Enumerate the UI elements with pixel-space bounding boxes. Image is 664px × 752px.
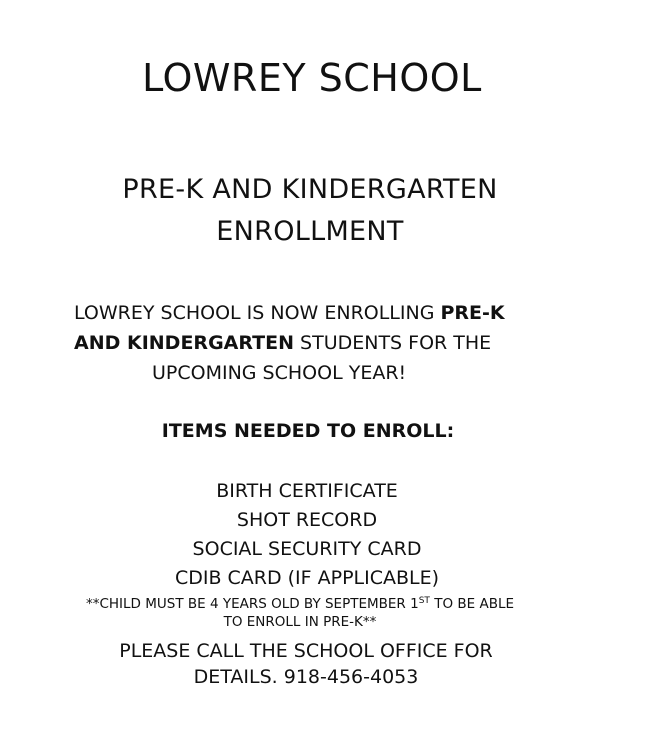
intro-line-1 [74,298,544,328]
list-item: CDIB CARD (IF APPLICABLE) [174,567,440,589]
list-item: BIRTH CERTIFICATE [216,480,398,502]
list-item: SOCIAL SECURITY CARD [192,538,422,560]
intro-line-2 [74,328,544,358]
age-note-text-after: TO BE ABLE [429,596,515,612]
age-note-line-1 [0,596,600,612]
subtitle-line-1: PRE-K AND KINDERGARTEN [122,174,498,205]
page-title: LOWREY SCHOOL [142,56,482,100]
intro-line-3: UPCOMING SCHOOL YEAR! [152,362,407,384]
age-note-line-2: TO ENROLL IN PRE-K** [223,614,377,630]
age-note-text-before: **CHILD MUST BE 4 YEARS OLD BY SEPTEMBER 1 [85,596,419,612]
subtitle-line-2: ENROLLMENT [216,216,404,247]
list-item: SHOT RECORD [236,509,378,531]
intro-line-1-regular: LOWREY SCHOOL IS NOW ENROLLING [74,302,441,324]
items-heading: ITEMS NEEDED TO ENROLL: [161,420,455,442]
age-note-superscript: ST [418,596,430,606]
contact-line-2: DETAILS. 918-456-4053 [193,666,419,688]
intro-line-2-regular: STUDENTS FOR THE [293,332,492,354]
contact-line-1: PLEASE CALL THE SCHOOL OFFICE FOR [119,640,493,662]
intro-line-1-bold: PRE-K [440,302,505,324]
intro-paragraph [74,298,544,388]
intro-line-2-bold: AND KINDERGARTEN [74,332,294,354]
